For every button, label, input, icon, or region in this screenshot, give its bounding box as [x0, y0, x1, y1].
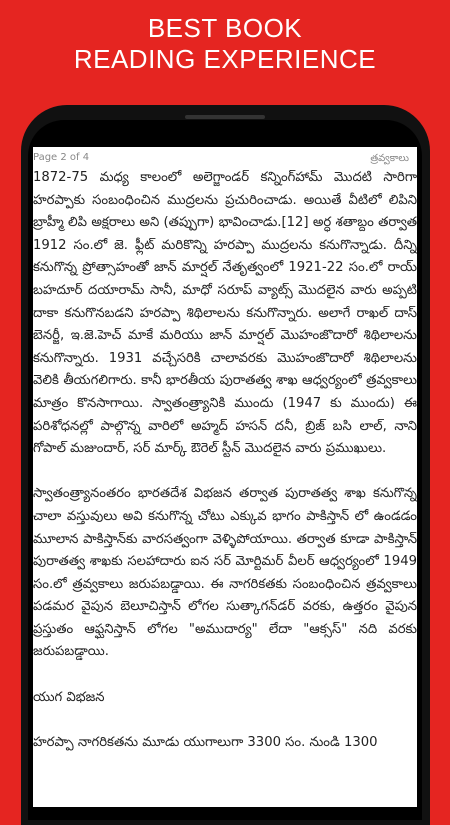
chapter-title: త్రవ్వకాలు: [370, 153, 409, 164]
promo-banner: [0, 0, 450, 100]
reader-top-bar: [33, 147, 417, 167]
paragraph-cut-off: హరప్పా నాగరికతను మూడు యుగాలుగా 3300 సం. నుండి 1300: [33, 734, 378, 750]
promo-line-2: READING EXPERIENCE: [73, 44, 377, 74]
phone-speaker: [185, 115, 265, 119]
reader-screen[interactable]: [33, 147, 417, 807]
promo-line-1: BEST BOOK: [147, 13, 303, 43]
paragraph: 1872-75 మధ్య కాలంలో అలెగ్జాండర్ కన్నింగ్‌హామ్ మొదటి సారిగా హరప్పాకు సంబంధించిన ముద్రలను ప్రచురించాడు. అయితే వీటిలో లిపిని బ్రాహ్మీ లిపి అక్షరాలు అని (తప్పుగా) భావించాడు.[12] అర్ధ శతాబ్దం తర్వాత 1912 సం.లో జె. ఫ్లీట్ మరికొన్ని హరప్పా ముద్రలను కనుగొన్నాడు. దీన్ని కనుగొన్న ప్రోత్సాహంతో జాన్ మార్షల్ నేతృత్వంలో 1921-22 సం.లో రాయ్ బహదూర్ దయారామ్ సానీ, మాధో సరూప్ వ్యాట్స్ మొదలైన వారు అప్పటి దాకా కనుగొనబడని హరప్పా శిథిలాలను కనుగొన్నారు. అలాగే రాఖల్ దాస్ బెనర్జీ, ఇ.జె.హెచ్ మాకే మరియు జాన్ మార్షల్ మొహంజొదారో శిథిలాలను కనుగొన్నారు. 1931 వచ్చేసరికి చాలావరకు మొహంజొదారో శిథిలాలను వెలికి తీయగలిగారు. కానీ భారతీయ పురాతత్వ శాఖ ఆధ్వర్యంలో త్రవ్వకాలు మాత్రం కొనసాగాయి. స్వాతంత్ర్యానికి ముందు (1947 కు ముందు) ఈ పరిశోధనల్లో పాల్గొన్న వారిలో అహ్మద్ హసన్ దనీ, బ్రిజ్ బసి లాల్, నాని గోపాల్ మజుందార్, సర్ మార్క్ ఔరెల్ స్టీన్ మొదలైన వారు ప్రముఖులు.: [33, 170, 417, 457]
section-heading: యుగ విభజన: [33, 689, 105, 705]
page-indicator: Page 2 of 4: [33, 152, 90, 163]
paragraph: స్వాతంత్ర్యానంతరం భారతదేశ విభజన తర్వాత పురాతత్వ శాఖ కనుగొన్న చాలా వస్తువులు అవి కనుగొన్న చోటు ఎక్కువ భాగం పాకిస్తాన్ లో ఉండడం మూలాన పాకిస్తాన్‌కు వారసత్వంగా వెళ్ళిపోయాయి. తర్వాత కూడా పాకిస్తాన్ పురాతత్వ శాఖకు సలహాదారు ఐన సర్ మోర్టిమర్ వీలర్ ఆధ్వర్యంలో 1949 సం.లో త్రవ్వకాలు జరుపబడ్డాయి. ఈ నాగరికతకు సంబంధించిన త్రవ్వకాలు పడమర వైపున బెలూచిస్తాన్ లోగల సుత్కాగన్‌డర్ వరకు, ఉత్తరం వైపున ప్రస్తుతం ఆఫ్ఘనిస్తాన్ లోగల "అముదార్య" లేదా "ఆక్సస్" నది వరకు జరుపబడ్డాయి.: [33, 486, 417, 660]
reader-text[interactable]: [33, 167, 417, 754]
